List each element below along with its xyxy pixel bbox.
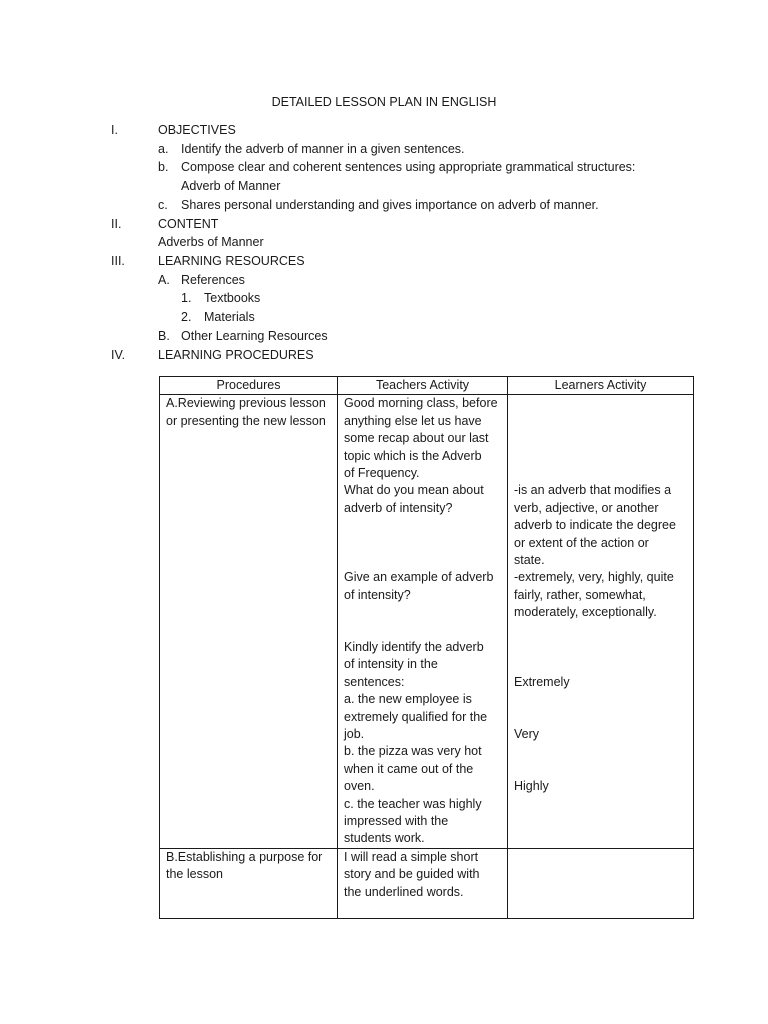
cell-text-line: students work. bbox=[344, 831, 425, 846]
cell-text-line: a. the new employee is bbox=[344, 692, 472, 707]
cell-text-line: the lesson bbox=[166, 867, 223, 882]
cell-text-line bbox=[344, 552, 501, 569]
section-numeral-procedures: IV. bbox=[111, 348, 126, 362]
procedures-table bbox=[159, 376, 694, 919]
resource-label: Other Learning Resources bbox=[181, 329, 328, 343]
cell-text-line bbox=[344, 535, 501, 552]
cell-text-line bbox=[514, 743, 687, 760]
cell-text-line: some recap about our last bbox=[344, 431, 489, 446]
teacher-activity-cell bbox=[338, 395, 508, 848]
cell-text-line: Give an example of adverb bbox=[344, 570, 494, 585]
cell-text-line: adverb to indicate the degree bbox=[514, 518, 676, 533]
cell-text-line: Kindly identify the adverb bbox=[344, 640, 484, 655]
table-header-row bbox=[160, 377, 694, 395]
objective-text: Identify the adverb of manner in a given sentences. bbox=[181, 142, 465, 156]
cell-text-line bbox=[514, 761, 687, 778]
cell-text-line bbox=[344, 517, 501, 534]
column-header-learners-activity: Learners Activity bbox=[508, 377, 694, 395]
resource-subitem-label: Materials bbox=[204, 310, 255, 324]
cell-text-line: Good morning class, before bbox=[344, 396, 498, 411]
section-heading-resources: LEARNING RESOURCES bbox=[158, 254, 305, 268]
column-header-teachers-activity: Teachers Activity bbox=[338, 377, 508, 395]
procedure-cell bbox=[160, 395, 338, 848]
cell-text-line: I will read a simple short bbox=[344, 849, 479, 864]
cell-text-line: story and be guided with bbox=[344, 867, 480, 882]
objective-text: Shares personal understanding and gives importance on adverb of manner. bbox=[181, 198, 599, 212]
content-text: Adverbs of Manner bbox=[158, 235, 264, 249]
cell-text-line: Very bbox=[514, 726, 540, 741]
cell-text-line: when it came out of the bbox=[344, 761, 474, 776]
learner-activity-cell bbox=[508, 395, 694, 848]
cell-text-line bbox=[344, 604, 501, 621]
objective-marker: c. bbox=[158, 198, 168, 212]
cell-text-line bbox=[514, 622, 687, 639]
cell-text-line: topic which is the Adverb bbox=[344, 448, 482, 463]
section-numeral-content: II. bbox=[111, 217, 122, 231]
cell-text-line bbox=[514, 395, 687, 412]
section-numeral-objectives: I. bbox=[111, 123, 118, 137]
cell-text-line: adverb of intensity? bbox=[344, 500, 453, 515]
resource-subitem-label: Textbooks bbox=[204, 291, 261, 305]
cell-text-line bbox=[514, 709, 687, 726]
section-heading-procedures: LEARNING PROCEDURES bbox=[158, 348, 314, 362]
cell-text-line: of Frequency. bbox=[344, 466, 420, 481]
cell-text-line: or presenting the new lesson bbox=[166, 413, 326, 428]
cell-text-line: job. bbox=[344, 727, 365, 742]
cell-text-line: A.Reviewing previous lesson bbox=[166, 396, 326, 411]
section-numeral-resources: III. bbox=[111, 254, 125, 268]
cell-text-line bbox=[514, 448, 687, 465]
cell-text-line: the underlined words. bbox=[344, 884, 464, 899]
cell-text-line: B.Establishing a purpose for bbox=[166, 849, 323, 864]
cell-text-line: What do you mean about bbox=[344, 483, 484, 498]
cell-text-line: impressed with the bbox=[344, 814, 449, 829]
objective-marker: a. bbox=[158, 142, 169, 156]
cell-text-line: c. the teacher was highly bbox=[344, 796, 482, 811]
objective-marker: b. bbox=[158, 160, 169, 174]
procedure-cell bbox=[160, 848, 338, 918]
cell-text-line: verb, adjective, or another bbox=[514, 500, 659, 515]
cell-text-line bbox=[344, 622, 501, 639]
cell-text-line: moderately, exceptionally. bbox=[514, 605, 657, 620]
cell-text-line: of intensity in the bbox=[344, 657, 438, 672]
section-heading-content: CONTENT bbox=[158, 217, 219, 231]
cell-text-line: Extremely bbox=[514, 674, 570, 689]
cell-text-line: fairly, rather, somewhat, bbox=[514, 587, 646, 602]
cell-text-line bbox=[514, 691, 687, 708]
cell-text-line bbox=[514, 465, 687, 482]
cell-text-line: extremely qualified for the bbox=[344, 709, 488, 724]
cell-text-line: or extent of the action or bbox=[514, 535, 649, 550]
cell-text-line bbox=[514, 413, 687, 430]
cell-text-line: -is an adverb that modifies a bbox=[514, 483, 672, 498]
resource-subitem-marker: 2. bbox=[181, 310, 192, 324]
cell-text-line bbox=[514, 639, 687, 656]
objective-text: Adverb of Manner bbox=[181, 179, 281, 193]
cell-text-line: sentences: bbox=[344, 674, 405, 689]
teacher-activity-cell bbox=[338, 848, 508, 918]
cell-text-line: anything else let us have bbox=[344, 413, 482, 428]
cell-text-line bbox=[514, 656, 687, 673]
document-title: DETAILED LESSON PLAN IN ENGLISH bbox=[271, 95, 497, 109]
section-heading-objectives: OBJECTIVES bbox=[158, 123, 236, 137]
cell-text-line: -extremely, very, highly, quite bbox=[514, 570, 674, 585]
resource-marker: A. bbox=[158, 273, 170, 287]
resource-subitem-marker: 1. bbox=[181, 291, 192, 305]
learner-activity-cell bbox=[508, 848, 694, 918]
table-row bbox=[160, 395, 694, 848]
cell-text-line: state. bbox=[514, 552, 545, 567]
cell-text-line: Highly bbox=[514, 779, 549, 794]
table-row bbox=[160, 848, 694, 918]
cell-text-line bbox=[514, 430, 687, 447]
cell-text-line: oven. bbox=[344, 779, 375, 794]
cell-text-line: of intensity? bbox=[344, 587, 411, 602]
column-header-procedures: Procedures bbox=[160, 377, 338, 395]
cell-text-line: b. the pizza was very hot bbox=[344, 744, 482, 759]
resource-label: References bbox=[181, 273, 245, 287]
resource-marker: B. bbox=[158, 329, 170, 343]
objective-text: Compose clear and coherent sentences using appropriate grammatical structures: bbox=[181, 160, 636, 174]
